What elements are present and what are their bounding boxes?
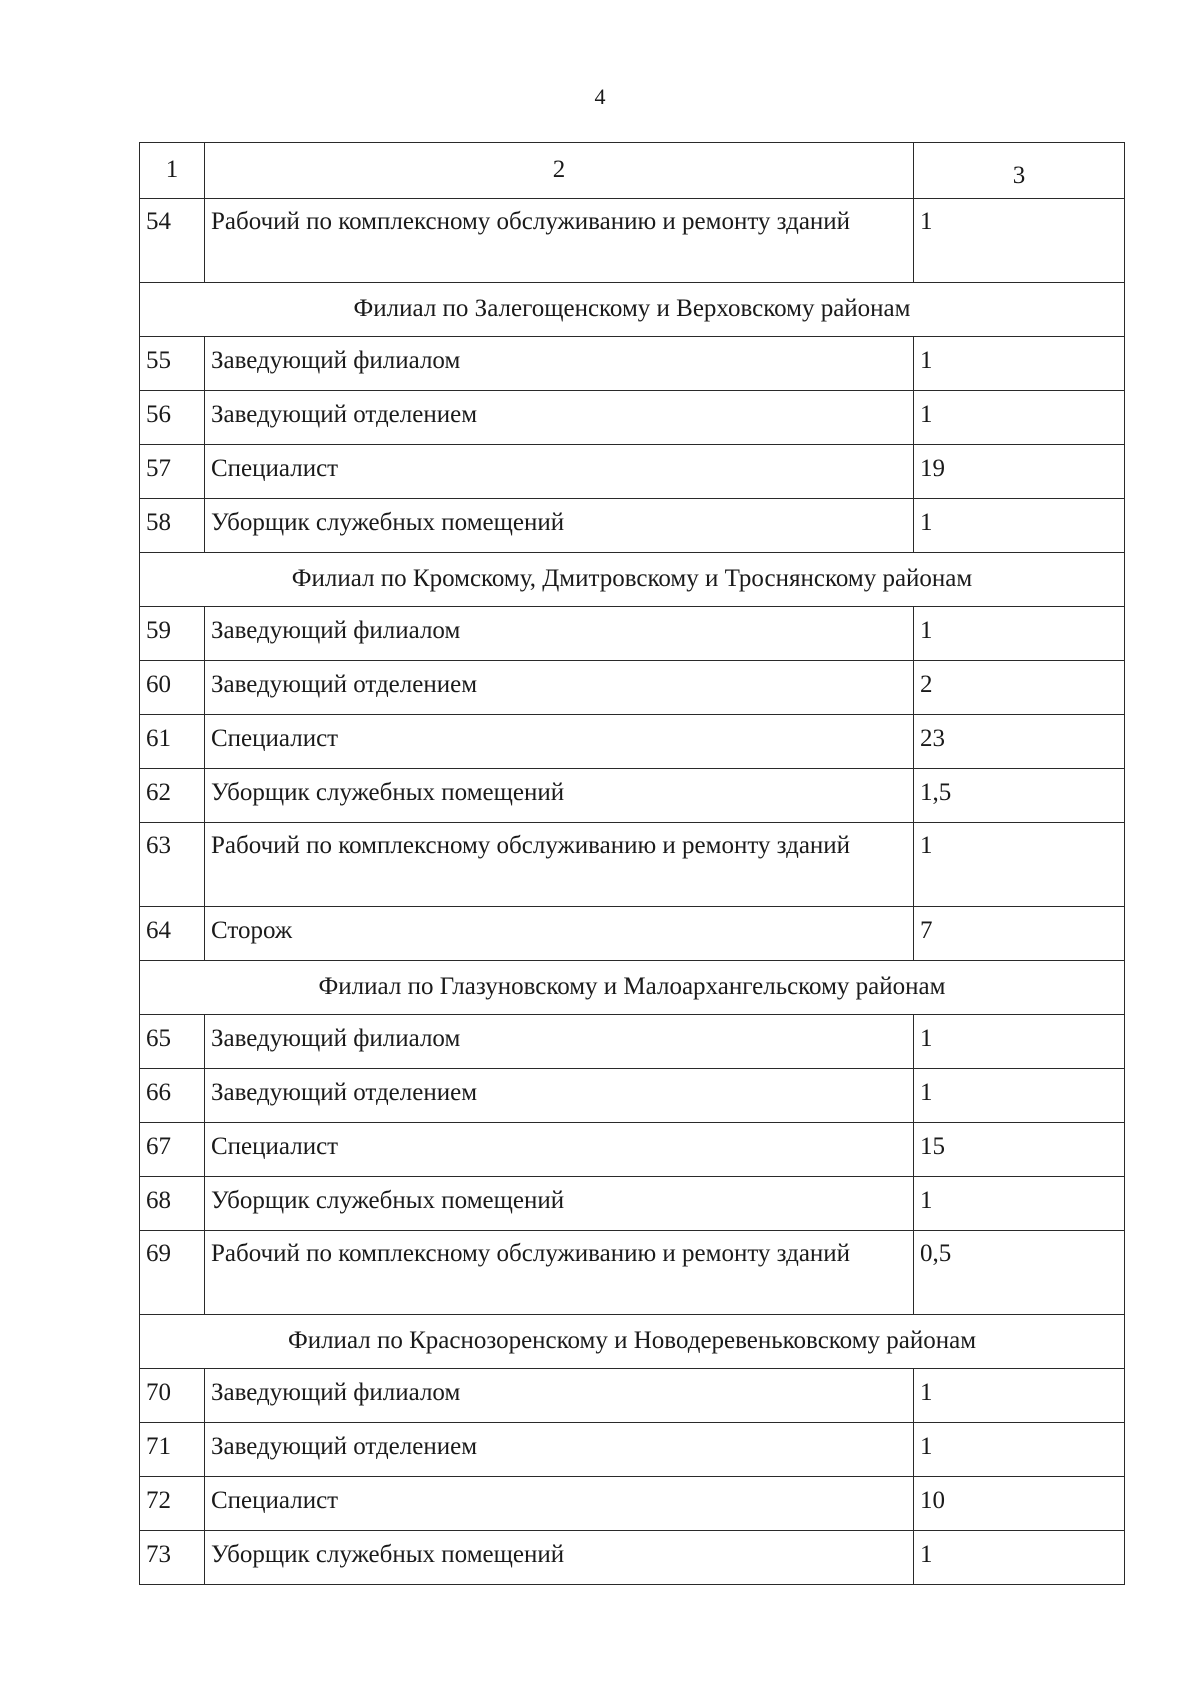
- table-row: [140, 1477, 1125, 1531]
- row-number: 56: [140, 391, 205, 445]
- table-row: [140, 1531, 1125, 1585]
- position-title: Рабочий по комплексному обслуживанию и ремонту зданий: [205, 823, 914, 907]
- position-title: Заведующий отделением: [205, 1423, 914, 1477]
- column-header-quantity: 3: [914, 143, 1125, 199]
- section-title: Филиал по Кромскому, Дмитровскому и Троснянскому районам: [140, 553, 1125, 607]
- staff-quantity: 10: [914, 1477, 1125, 1531]
- table-row: [140, 1369, 1125, 1423]
- table-row: [140, 1231, 1125, 1315]
- section-title: Филиал по Залегощенскому и Верховскому районам: [140, 283, 1125, 337]
- position-title: Рабочий по комплексному обслуживанию и ремонту зданий: [205, 1231, 914, 1315]
- staff-quantity: 1: [914, 391, 1125, 445]
- position-title: Уборщик служебных помещений: [205, 1531, 914, 1585]
- table-header-row: [140, 143, 1125, 199]
- row-number: 64: [140, 907, 205, 961]
- position-title: Специалист: [205, 715, 914, 769]
- position-title: Заведующий филиалом: [205, 337, 914, 391]
- position-title: Уборщик служебных помещений: [205, 499, 914, 553]
- table-row: [140, 1015, 1125, 1069]
- staff-quantity: 1: [914, 1177, 1125, 1231]
- position-title: Заведующий филиалом: [205, 1369, 914, 1423]
- staff-quantity: 7: [914, 907, 1125, 961]
- row-number: 68: [140, 1177, 205, 1231]
- row-number: 54: [140, 199, 205, 283]
- row-number: 62: [140, 769, 205, 823]
- position-title: Специалист: [205, 1477, 914, 1531]
- staff-quantity: 1: [914, 337, 1125, 391]
- position-title: Заведующий отделением: [205, 391, 914, 445]
- position-title: Заведующий отделением: [205, 1069, 914, 1123]
- row-number: 67: [140, 1123, 205, 1177]
- staff-table-body: [140, 143, 1125, 1585]
- staff-quantity: 0,5: [914, 1231, 1125, 1315]
- staff-quantity: 1: [914, 1015, 1125, 1069]
- position-title: Рабочий по комплексному обслуживанию и ремонту зданий: [205, 199, 914, 283]
- staff-quantity: 2: [914, 661, 1125, 715]
- table-row: [140, 1123, 1125, 1177]
- position-title: Заведующий филиалом: [205, 1015, 914, 1069]
- table-row: [140, 1177, 1125, 1231]
- staff-quantity: 1: [914, 199, 1125, 283]
- table-row: [140, 715, 1125, 769]
- position-title: Заведующий отделением: [205, 661, 914, 715]
- position-title: Специалист: [205, 1123, 914, 1177]
- row-number: 60: [140, 661, 205, 715]
- row-number: 73: [140, 1531, 205, 1585]
- section-header-row: [140, 283, 1125, 337]
- position-title: Уборщик служебных помещений: [205, 769, 914, 823]
- table-row: [140, 337, 1125, 391]
- table-row: [140, 445, 1125, 499]
- staff-quantity: 1: [914, 499, 1125, 553]
- row-number: 72: [140, 1477, 205, 1531]
- position-title: Уборщик служебных помещений: [205, 1177, 914, 1231]
- row-number: 66: [140, 1069, 205, 1123]
- row-number: 58: [140, 499, 205, 553]
- section-title: Филиал по Краснозоренскому и Новодеревеньковскому районам: [140, 1315, 1125, 1369]
- row-number: 61: [140, 715, 205, 769]
- column-header-position: 2: [205, 143, 914, 199]
- page-number: 4: [594, 84, 606, 109]
- staff-quantity: 19: [914, 445, 1125, 499]
- table-row: [140, 907, 1125, 961]
- row-number: 70: [140, 1369, 205, 1423]
- row-number: 71: [140, 1423, 205, 1477]
- position-title: Специалист: [205, 445, 914, 499]
- section-header-row: [140, 553, 1125, 607]
- staff-quantity: 1: [914, 607, 1125, 661]
- table-row: [140, 823, 1125, 907]
- table-row: [140, 769, 1125, 823]
- staff-quantity: 15: [914, 1123, 1125, 1177]
- table-row: [140, 1069, 1125, 1123]
- staff-quantity: 1: [914, 1423, 1125, 1477]
- staff-quantity: 23: [914, 715, 1125, 769]
- row-number: 57: [140, 445, 205, 499]
- staff-quantity: 1: [914, 1531, 1125, 1585]
- section-header-row: [140, 961, 1125, 1015]
- table-row: [140, 661, 1125, 715]
- table-row: [140, 391, 1125, 445]
- column-header-number: 1: [140, 143, 205, 199]
- row-number: 69: [140, 1231, 205, 1315]
- staff-quantity: 1: [914, 1369, 1125, 1423]
- position-title: Заведующий филиалом: [205, 607, 914, 661]
- table-row: [140, 499, 1125, 553]
- row-number: 65: [140, 1015, 205, 1069]
- staff-quantity: 1: [914, 1069, 1125, 1123]
- staff-quantity: 1,5: [914, 769, 1125, 823]
- section-title: Филиал по Глазуновскому и Малоархангельскому районам: [140, 961, 1125, 1015]
- staff-table: [139, 142, 1125, 1585]
- row-number: 59: [140, 607, 205, 661]
- table-row: [140, 607, 1125, 661]
- table-row: [140, 1423, 1125, 1477]
- staff-quantity: 1: [914, 823, 1125, 907]
- position-title: Сторож: [205, 907, 914, 961]
- table-row: [140, 199, 1125, 283]
- section-header-row: [140, 1315, 1125, 1369]
- row-number: 55: [140, 337, 205, 391]
- row-number: 63: [140, 823, 205, 907]
